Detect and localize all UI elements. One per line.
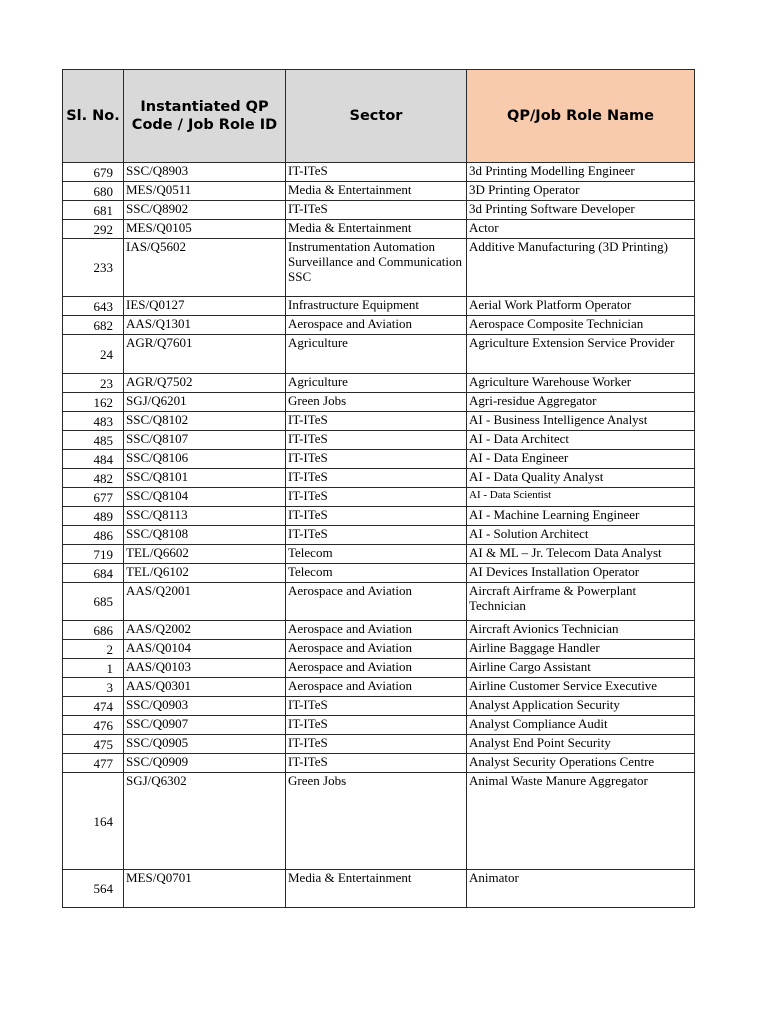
qp-code-cell: SSC/Q0905: [124, 735, 286, 754]
sector-cell: Green Jobs: [286, 393, 467, 412]
qp-code-cell: AAS/Q2001: [124, 583, 286, 621]
qp-code-cell: AAS/Q2002: [124, 621, 286, 640]
sl-no-cell: 719: [63, 545, 124, 564]
table-row: [63, 316, 695, 335]
sector-cell: Media & Entertainment: [286, 182, 467, 201]
table-row: [63, 431, 695, 450]
table-row: [63, 545, 695, 564]
header-sector: Sector: [286, 70, 467, 163]
sl-no-cell: 643: [63, 297, 124, 316]
sl-no-cell: 682: [63, 316, 124, 335]
qp-code-cell: SSC/Q0903: [124, 697, 286, 716]
job-role-cell: AI - Data Quality Analyst: [467, 469, 695, 488]
job-role-cell: Aerial Work Platform Operator: [467, 297, 695, 316]
sector-cell: Aerospace and Aviation: [286, 640, 467, 659]
qp-code-cell: AAS/Q1301: [124, 316, 286, 335]
table-row: [63, 374, 695, 393]
sector-cell: IT-ITeS: [286, 201, 467, 220]
table-row: [63, 621, 695, 640]
sl-no-cell: 3: [63, 678, 124, 697]
job-role-cell: Analyst End Point Security: [467, 735, 695, 754]
qp-code-cell: IAS/Q5602: [124, 239, 286, 297]
qp-code-cell: SSC/Q8902: [124, 201, 286, 220]
qp-code-cell: AAS/Q0104: [124, 640, 286, 659]
qp-code-cell: SSC/Q8108: [124, 526, 286, 545]
table-row: [63, 564, 695, 583]
sector-cell: Aerospace and Aviation: [286, 583, 467, 621]
sl-no-cell: 684: [63, 564, 124, 583]
qp-code-cell: SSC/Q0907: [124, 716, 286, 735]
table-row: [63, 526, 695, 545]
job-role-cell: Airline Cargo Assistant: [467, 659, 695, 678]
sector-cell: IT-ITeS: [286, 697, 467, 716]
job-role-table: [62, 69, 695, 908]
sector-cell: IT-ITeS: [286, 526, 467, 545]
table-row: [63, 220, 695, 239]
job-role-cell: AI - Data Scientist: [467, 488, 695, 507]
job-role-cell: AI - Data Architect: [467, 431, 695, 450]
sector-cell: Green Jobs: [286, 773, 467, 870]
sector-cell: Telecom: [286, 564, 467, 583]
table-row: [63, 773, 695, 870]
job-role-cell: AI - Solution Architect: [467, 526, 695, 545]
table-row: [63, 507, 695, 526]
sl-no-cell: 23: [63, 374, 124, 393]
sl-no-cell: 489: [63, 507, 124, 526]
sector-cell: Aerospace and Aviation: [286, 678, 467, 697]
qp-code-cell: SGJ/Q6302: [124, 773, 286, 870]
table-header-row: [63, 70, 695, 163]
sector-cell: Infrastructure Equipment: [286, 297, 467, 316]
qp-code-cell: MES/Q0511: [124, 182, 286, 201]
job-role-cell: Additive Manufacturing (3D Printing): [467, 239, 695, 297]
sl-no-cell: 677: [63, 488, 124, 507]
sl-no-cell: 475: [63, 735, 124, 754]
sector-cell: Aerospace and Aviation: [286, 621, 467, 640]
sector-cell: Telecom: [286, 545, 467, 564]
qp-code-cell: SSC/Q8113: [124, 507, 286, 526]
sl-no-cell: 24: [63, 335, 124, 374]
table-row: [63, 469, 695, 488]
table-row: [63, 182, 695, 201]
sector-cell: IT-ITeS: [286, 716, 467, 735]
table-row: [63, 297, 695, 316]
table-row: [63, 163, 695, 182]
table-row: [63, 735, 695, 754]
sector-cell: Media & Entertainment: [286, 870, 467, 908]
job-role-cell: Analyst Compliance Audit: [467, 716, 695, 735]
qp-code-cell: SSC/Q8106: [124, 450, 286, 469]
sector-cell: IT-ITeS: [286, 163, 467, 182]
job-role-cell: Airline Customer Service Executive: [467, 678, 695, 697]
job-role-cell: Analyst Security Operations Centre: [467, 754, 695, 773]
table-row: [63, 678, 695, 697]
sector-cell: Instrumentation Automation Surveillance and Communication SSC: [286, 239, 467, 297]
sl-no-cell: 680: [63, 182, 124, 201]
qp-code-cell: SSC/Q8107: [124, 431, 286, 450]
qp-code-cell: AGR/Q7502: [124, 374, 286, 393]
sector-cell: IT-ITeS: [286, 488, 467, 507]
header-job-role-name: QP/Job Role Name: [467, 70, 695, 163]
sl-no-cell: 2: [63, 640, 124, 659]
sl-no-cell: 679: [63, 163, 124, 182]
job-role-cell: AI Devices Installation Operator: [467, 564, 695, 583]
table-row: [63, 697, 695, 716]
job-role-cell: Airline Baggage Handler: [467, 640, 695, 659]
sector-cell: Agriculture: [286, 335, 467, 374]
qp-code-cell: SSC/Q8102: [124, 412, 286, 431]
qp-code-cell: SSC/Q8903: [124, 163, 286, 182]
job-role-cell: Agri-residue Aggregator: [467, 393, 695, 412]
qp-code-cell: MES/Q0701: [124, 870, 286, 908]
header-sl-no: Sl. No.: [63, 70, 124, 163]
job-role-cell: AI & ML – Jr. Telecom Data Analyst: [467, 545, 695, 564]
sl-no-cell: 1: [63, 659, 124, 678]
qp-code-cell: TEL/Q6602: [124, 545, 286, 564]
sector-cell: Agriculture: [286, 374, 467, 393]
table-row: [63, 335, 695, 374]
qp-code-cell: TEL/Q6102: [124, 564, 286, 583]
sl-no-cell: 292: [63, 220, 124, 239]
qp-code-cell: SSC/Q0909: [124, 754, 286, 773]
sector-cell: Media & Entertainment: [286, 220, 467, 239]
job-role-cell: AI - Data Engineer: [467, 450, 695, 469]
header-qp-code: Instantiated QP Code / Job Role ID: [124, 70, 286, 163]
job-role-cell: 3d Printing Modelling Engineer: [467, 163, 695, 182]
job-role-cell: Analyst Application Security: [467, 697, 695, 716]
table-row: [63, 870, 695, 908]
qp-code-cell: AGR/Q7601: [124, 335, 286, 374]
sector-cell: IT-ITeS: [286, 450, 467, 469]
sl-no-cell: 564: [63, 870, 124, 908]
sl-no-cell: 486: [63, 526, 124, 545]
sl-no-cell: 233: [63, 239, 124, 297]
table-row: [63, 201, 695, 220]
qp-code-cell: AAS/Q0103: [124, 659, 286, 678]
table-row: [63, 754, 695, 773]
job-role-cell: Aircraft Avionics Technician: [467, 621, 695, 640]
job-role-cell: Animator: [467, 870, 695, 908]
sector-cell: Aerospace and Aviation: [286, 659, 467, 678]
sl-no-cell: 477: [63, 754, 124, 773]
table-row: [63, 412, 695, 431]
sl-no-cell: 485: [63, 431, 124, 450]
table-row: [63, 659, 695, 678]
sl-no-cell: 685: [63, 583, 124, 621]
job-role-cell: Agriculture Extension Service Provider: [467, 335, 695, 374]
qp-code-cell: AAS/Q0301: [124, 678, 286, 697]
job-role-cell: 3d Printing Software Developer: [467, 201, 695, 220]
job-role-cell: Aircraft Airframe & Powerplant Technician: [467, 583, 695, 621]
sector-cell: IT-ITeS: [286, 754, 467, 773]
sl-no-cell: 476: [63, 716, 124, 735]
sl-no-cell: 164: [63, 773, 124, 870]
job-role-cell: Agriculture Warehouse Worker: [467, 374, 695, 393]
sector-cell: IT-ITeS: [286, 431, 467, 450]
job-role-cell: 3D Printing Operator: [467, 182, 695, 201]
sl-no-cell: 474: [63, 697, 124, 716]
qp-code-cell: SSC/Q8101: [124, 469, 286, 488]
qp-code-cell: SGJ/Q6201: [124, 393, 286, 412]
job-role-cell: Animal Waste Manure Aggregator: [467, 773, 695, 870]
job-role-cell: Actor: [467, 220, 695, 239]
table-row: [63, 239, 695, 297]
sl-no-cell: 686: [63, 621, 124, 640]
table-row: [63, 488, 695, 507]
qp-code-cell: IES/Q0127: [124, 297, 286, 316]
sl-no-cell: 681: [63, 201, 124, 220]
sl-no-cell: 162: [63, 393, 124, 412]
job-role-cell: AI - Business Intelligence Analyst: [467, 412, 695, 431]
job-role-cell: Aerospace Composite Technician: [467, 316, 695, 335]
sl-no-cell: 482: [63, 469, 124, 488]
table-row: [63, 450, 695, 469]
sector-cell: IT-ITeS: [286, 507, 467, 526]
job-role-cell: AI - Machine Learning Engineer: [467, 507, 695, 526]
table-row: [63, 716, 695, 735]
table-row: [63, 393, 695, 412]
sl-no-cell: 483: [63, 412, 124, 431]
qp-code-cell: MES/Q0105: [124, 220, 286, 239]
table-row: [63, 583, 695, 621]
sl-no-cell: 484: [63, 450, 124, 469]
sector-cell: IT-ITeS: [286, 412, 467, 431]
qp-code-cell: SSC/Q8104: [124, 488, 286, 507]
table-row: [63, 640, 695, 659]
sector-cell: IT-ITeS: [286, 469, 467, 488]
sector-cell: IT-ITeS: [286, 735, 467, 754]
sector-cell: Aerospace and Aviation: [286, 316, 467, 335]
